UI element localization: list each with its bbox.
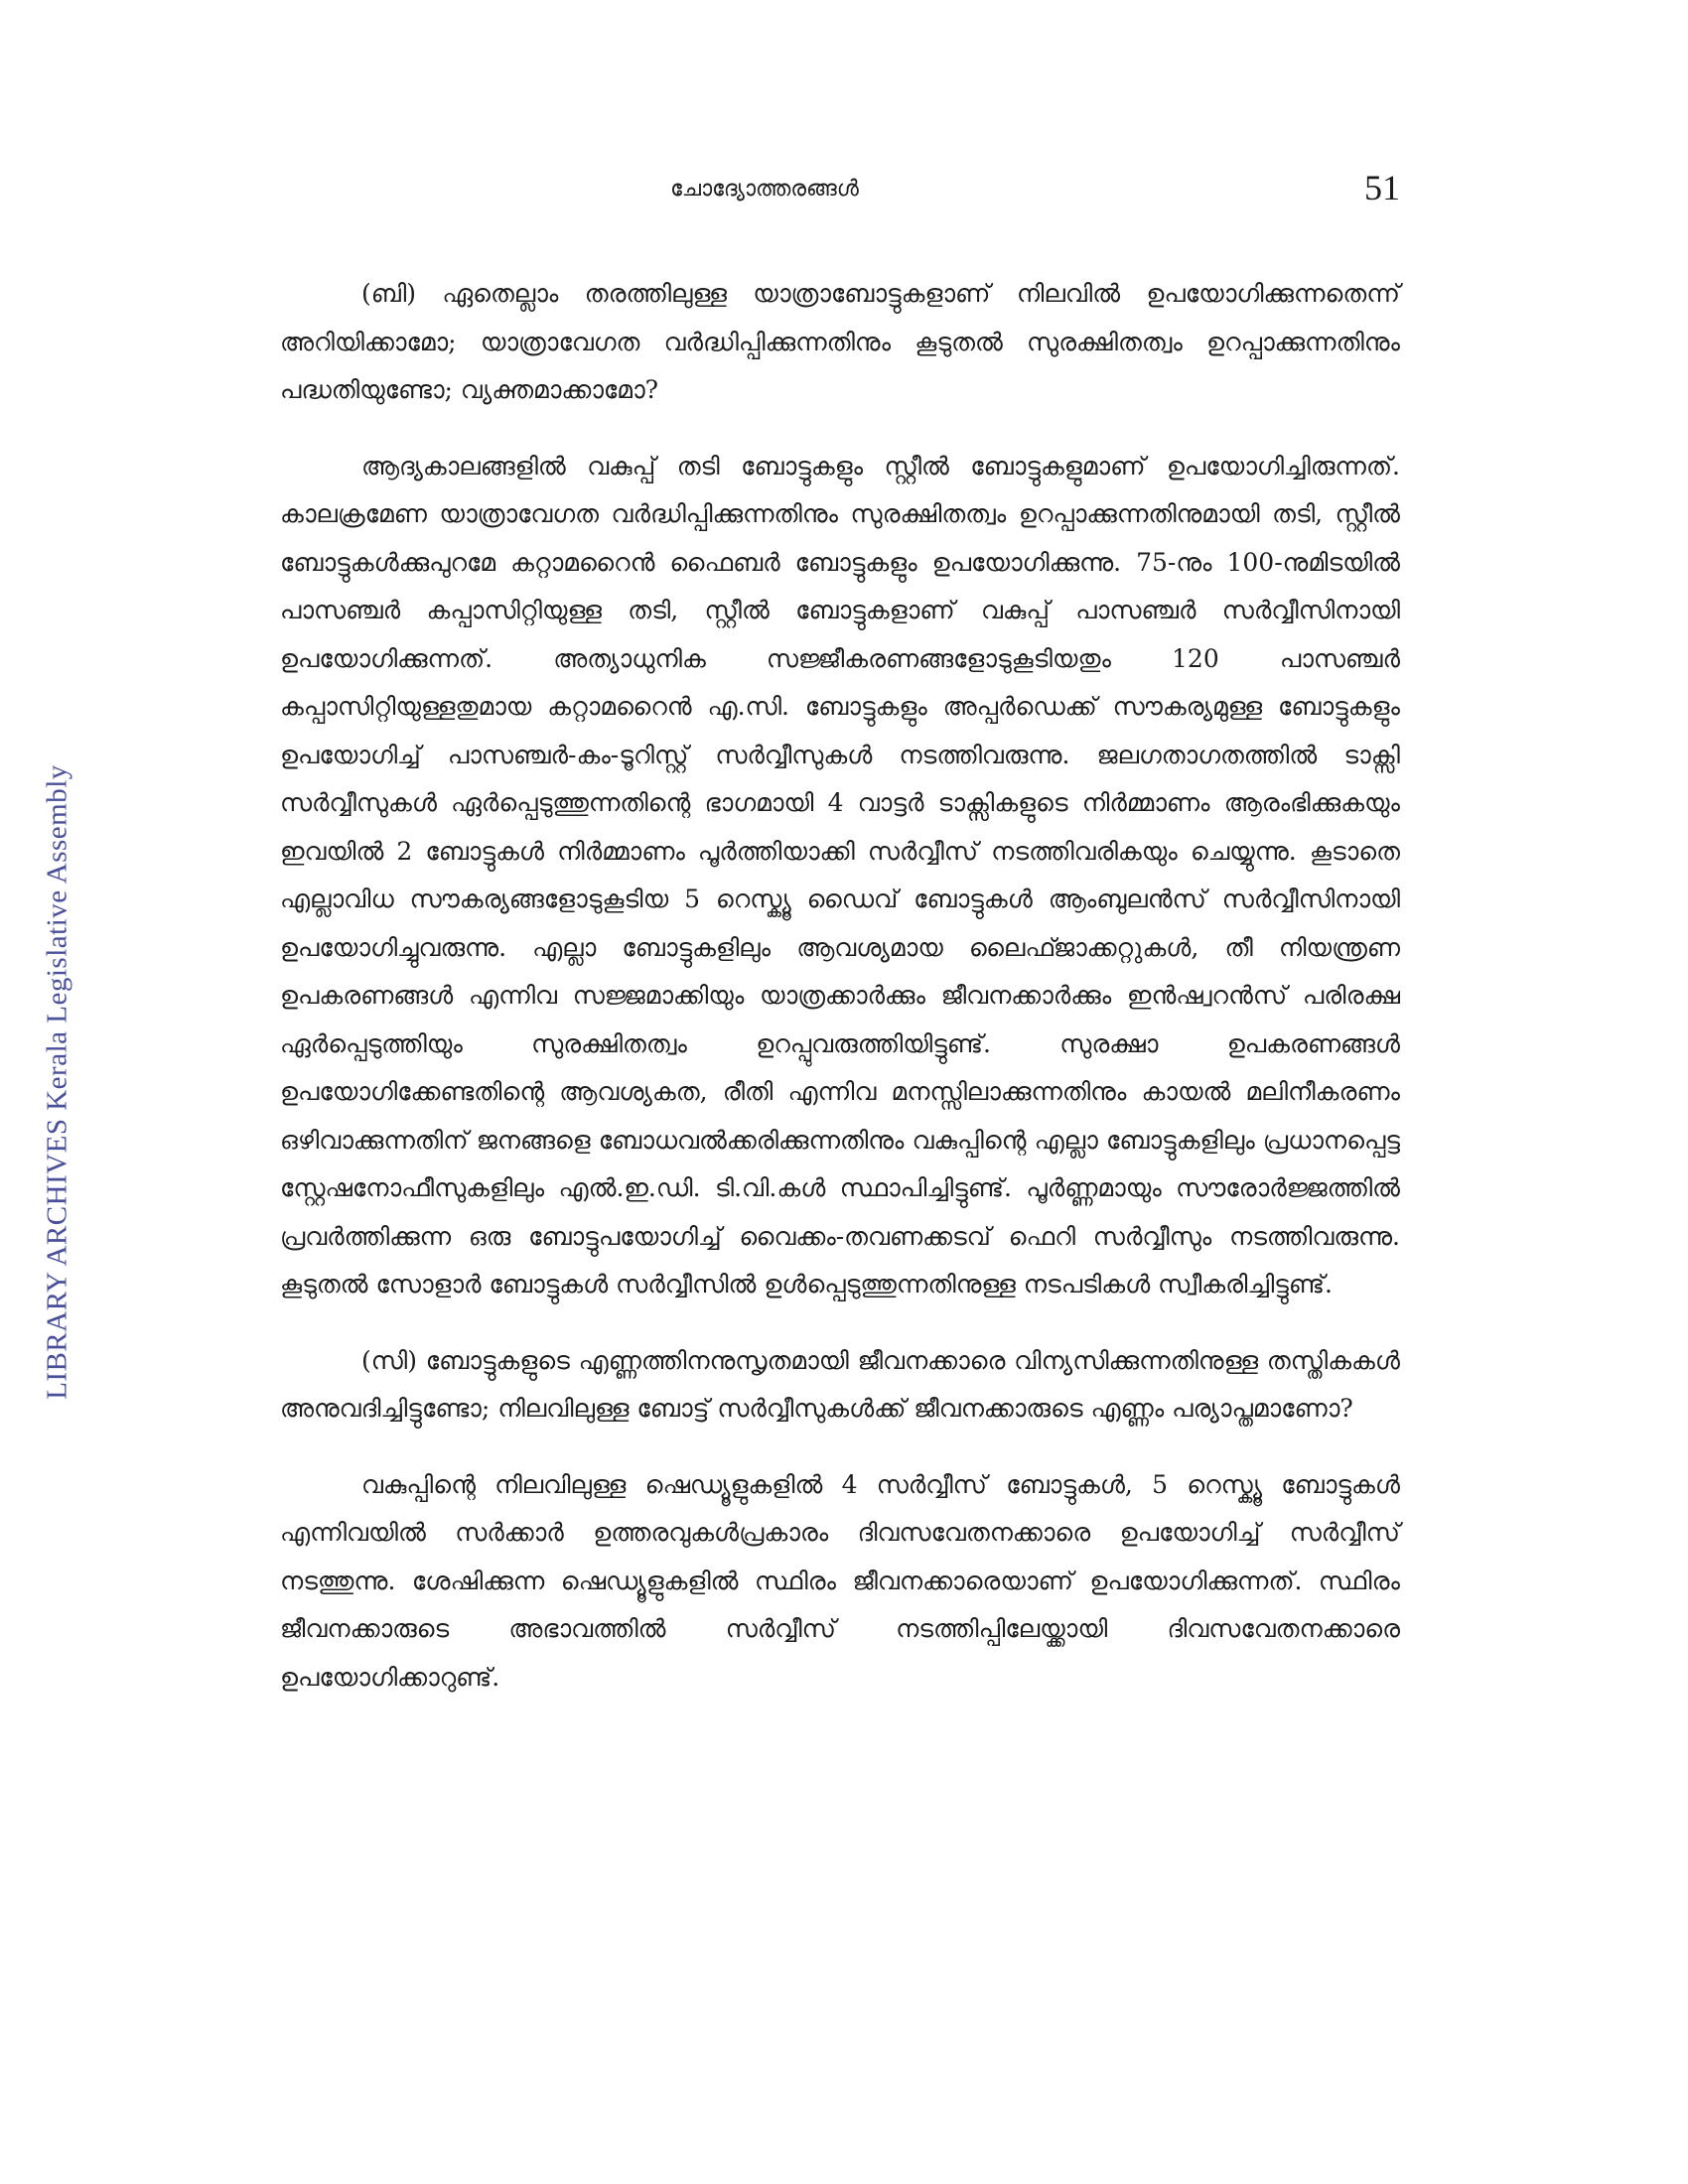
page-header [0,167,1688,226]
question-b-paragraph: (ബി) ഏതെല്ലാം തരത്തിലുള്ള യാത്രാബോട്ടുകളാണ് നിലവിൽ ഉപയോഗിക്കുന്നതെന്ന് അറിയിക്കാമോ; യാത്രാവേഗത വർദ്ധിപ്പിക്കുന്നതിനും കൂടുതൽ സുരക്ഷിതത്വം ഉറപ്പാക്കുന്നതിനും പദ്ധതിയുണ്ടോ; വ്യക്തമാക്കാമോ? [280,279,1400,404]
running-header-title: ചോദ്യോത്തരങ്ങൾ [670,177,859,202]
question-c-paragraph: (സി) ബോട്ടുകളുടെ എണ്ണത്തിനനുസൃതമായി ജീവനക്കാരെ വിന്യസിക്കുന്നതിനുള്ള തസ്തികകൾ അനുവദിച്ചിട്ടുണ്ടോ; നിലവിലുള്ള ബോട്ട് സർവ്വീസുകൾക്ക് ജീവനക്കാരുടെ എണ്ണം പര്യാപ്തമാണോ? [280,1345,1400,1423]
answer-c-paragraph: വകുപ്പിന്റെ നിലവിലുള്ള ഷെഡ്യൂളുകളിൽ 4 സർവ്വീസ് ബോട്ടുകൾ, 5 റെസ്ക്യൂ ബോട്ടുകൾ എന്നിവയിൽ സർക്കാർ ഉത്തരവുകൾപ്രകാരം ദിവസവേതനക്കാരെ ഉപയോഗിച്ച് സർവ്വീസ് നടത്തുന്നു. ശേഷിക്കുന്ന ഷെഡ്യൂളുകളിൽ സ്ഥിരം ജീവനക്കാരെയാണ് ഉപയോഗിക്കുന്നത്. സ്ഥിരം ജീവനക്കാരുടെ അഭാവത്തിൽ സർവ്വീസ് നടത്തിപ്പിലേയ്ക്കായി ദിവസവേതനക്കാരെ ഉപയോഗിക്കാറുണ്ട്. [280,1469,1400,1692]
page-number: 51 [1364,168,1400,207]
answer-b-paragraph: ആദ്യകാലങ്ങളിൽ വകുപ്പ് തടി ബോട്ടുകളും സ്റ്റീൽ ബോട്ടുകളുമാണ് ഉപയോഗിച്ചിരുന്നത്. കാലക്രമേണ യാത്രാവേഗത വർദ്ധിപ്പിക്കുന്നതിനും സുരക്ഷിതത്വം ഉറപ്പാക്കുന്നതിനുമായി തടി, സ്റ്റീൽ ബോട്ടുകൾക്കുപുറമേ കറ്റാമറൈൻ ഫൈബർ ബോട്ടുകളും ഉപയോഗിക്കുന്നു. 75-നും 100-നുമിടയിൽ പാസഞ്ചർ കപ്പാസിറ്റിയുള്ള തടി, സ്റ്റീൽ ബോട്ടുകളാണ് വകുപ്പ് പാസഞ്ചർ സർവ്വീസിനായി ഉപയോഗിക്കുന്നത്. അത്യാധുനിക സജ്ജീകരണങ്ങളോടുകൂടിയതും 120 പാസഞ്ചർ കപ്പാസിറ്റിയുള്ളതുമായ കറ്റാമറൈൻ എ.സി. ബോട്ടുകളും അപ്പർഡെക്ക് സൗകര്യമുള്ള ബോട്ടുകളും ഉപയോഗിച്ച് പാസഞ്ചർ-കം-ടൂറിസ്റ്റ് സർവ്വീസുകൾ നടത്തിവരുന്നു. ജലഗതാഗതത്തിൽ ടാക്സി സർവ്വീസുകൾ ഏർപ്പെടുത്തുന്നതിന്റെ ഭാഗമായി 4 വാട്ടർ ടാക്സികളുടെ നിർമ്മാണം ആരംഭിക്കുകയും ഇവയിൽ 2 ബോട്ടുകൾ നിർമ്മാണം പൂർത്തിയാക്കി സർവ്വീസ് നടത്തിവരികയും ചെയ്യുന്നു. കൂടാതെ എല്ലാവിധ സൗകര്യങ്ങളോടുകൂടിയ 5 റെസ്ക്യൂ ഡൈവ് ബോട്ടുകൾ ആംബുലൻസ് സർവ്വീസിനായി ഉപയോഗിച്ചുവരുന്നു. എല്ലാ ബോട്ടുകളിലും ആവശ്യമായ ലൈഫ്ജാക്കറ്റുകൾ, തീ നിയന്ത്രണ ഉപകരണങ്ങൾ എന്നിവ സജ്ജമാക്കിയും യാത്രക്കാർക്കും ജീവനക്കാർക്കും ഇൻഷ്വറൻസ് പരിരക്ഷ ഏർപ്പെടുത്തിയും സുരക്ഷിതത്വം ഉറപ്പുവരുത്തിയിട്ടുണ്ട്. സുരക്ഷാ ഉപകരണങ്ങൾ ഉപയോഗിക്കേണ്ടതിന്റെ ആവശ്യകത, രീതി എന്നിവ മനസ്സിലാക്കുന്നതിനും കായൽ മലിനീകരണം ഒഴിവാക്കുന്നതിന് ജനങ്ങളെ ബോധവൽക്കരിക്കുന്നതിനും വകുപ്പിന്റെ എല്ലാ ബോട്ടുകളിലും പ്രധാനപ്പെട്ട സ്റ്റേഷനോഫീസുകളിലും എൽ.ഇ.ഡി. ടി.വി.കൾ സ്ഥാപിച്ചിട്ടുണ്ട്. പൂർണ്ണമായും സൗരോർജ്ജത്തിൽ പ്രവർത്തിക്കുന്ന ഒരു ബോട്ടുപയോഗിച്ച് വൈക്കം-തവണക്കടവ് ഫെറി സർവ്വീസും നടത്തിവരുന്നു. കൂടുതൽ സോളാർ ബോട്ടുകൾ സർവ്വീസിൽ ഉൾപ്പെടുത്തുന്നതിനുള്ള നടപടികൾ സ്വീകരിച്ചിട്ടുണ്ട്. [280,451,1400,1298]
watermark-text: LIBRARY ARCHIVES Kerala Legislative Assembly [41,764,73,1400]
page-body [280,270,1400,1725]
